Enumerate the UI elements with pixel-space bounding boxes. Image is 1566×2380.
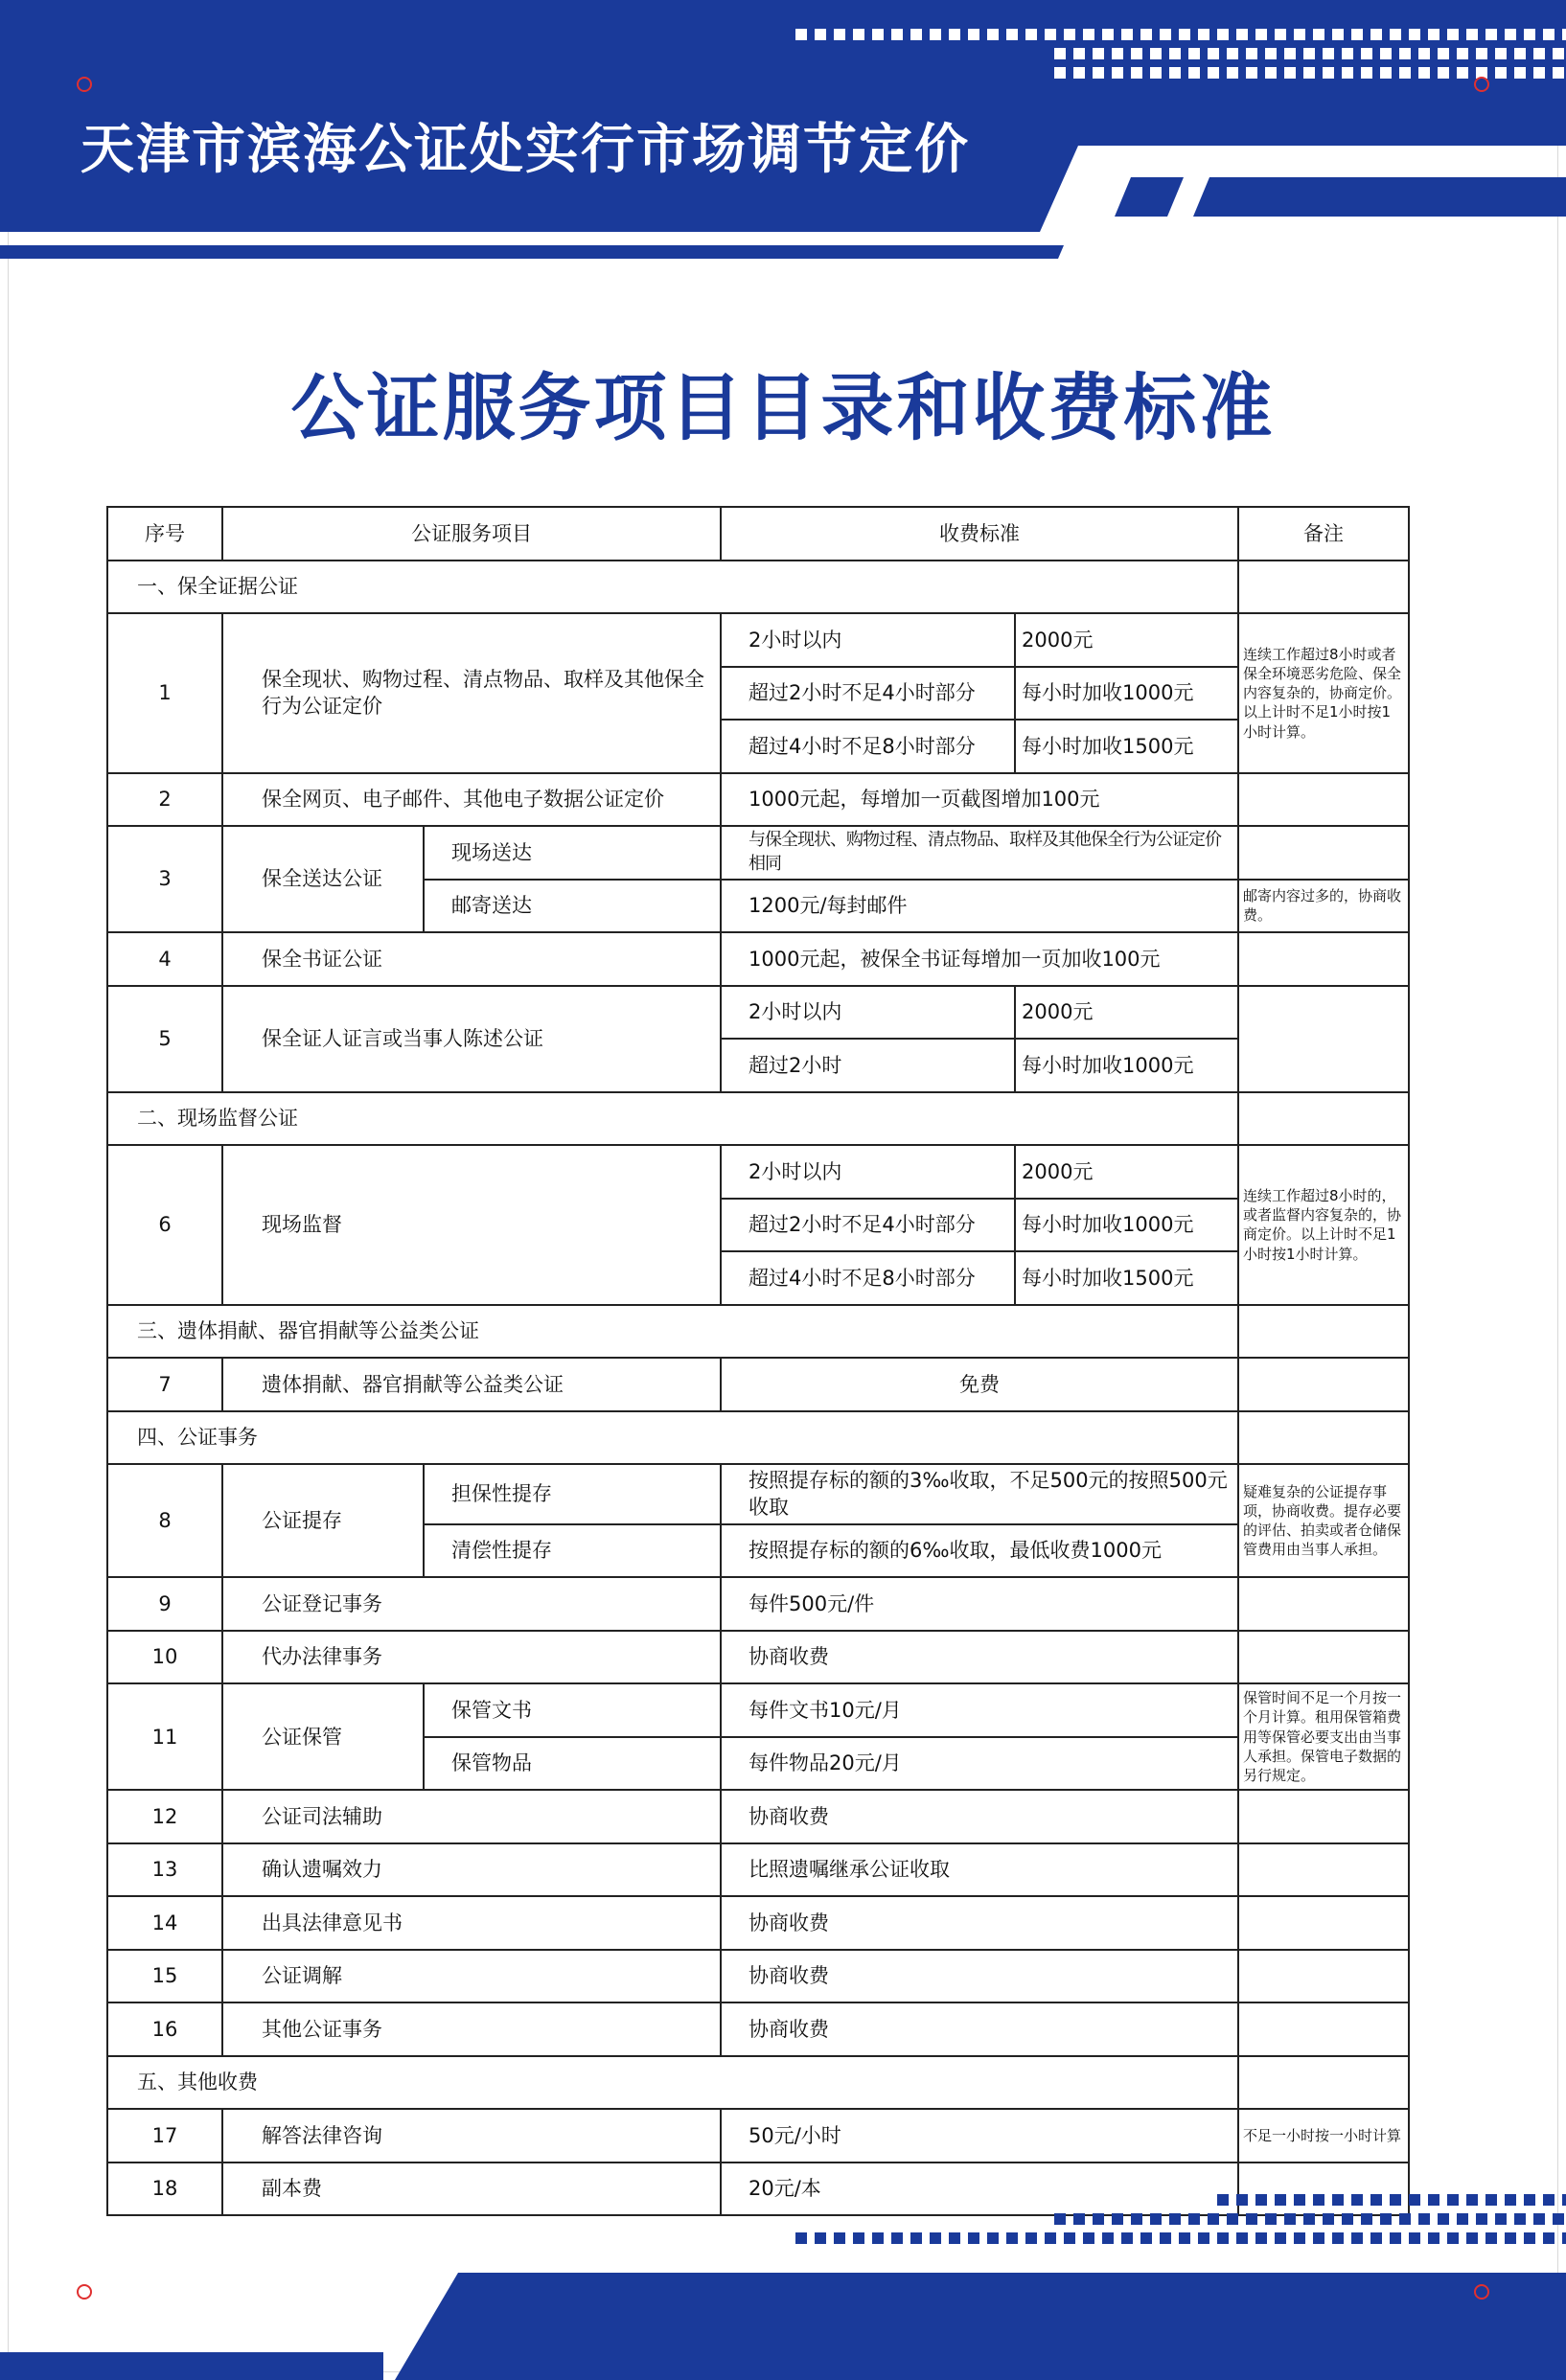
row-no: 7 bbox=[107, 1358, 222, 1411]
decor-dot bbox=[1284, 67, 1296, 79]
decor-dot bbox=[1284, 2213, 1296, 2225]
decor-dot bbox=[1169, 67, 1181, 79]
decor-dot bbox=[1390, 2232, 1401, 2244]
decor-dot bbox=[1428, 2194, 1439, 2206]
decor-dot bbox=[1246, 67, 1257, 79]
decor-dot bbox=[968, 2232, 979, 2244]
table-row bbox=[107, 1464, 1409, 1524]
decor-dot bbox=[1361, 2213, 1372, 2225]
row-time: 2小时以内 bbox=[721, 1145, 1015, 1199]
decor-dot bbox=[1485, 29, 1497, 40]
decor-dot bbox=[1409, 29, 1420, 40]
decor-dot bbox=[1543, 29, 1554, 40]
decor-dot bbox=[1323, 67, 1334, 79]
decor-dot bbox=[910, 29, 922, 40]
row-fee: 1000元起，被保全书证每增加一页加收100元 bbox=[721, 932, 1238, 986]
fee-table bbox=[106, 506, 1410, 2216]
decor-dot bbox=[949, 2232, 960, 2244]
decor-dot bbox=[1169, 48, 1181, 59]
decor-dot bbox=[1198, 29, 1209, 40]
header-item: 公证服务项目 bbox=[222, 507, 721, 561]
decor-dot bbox=[1303, 48, 1315, 59]
row-sub-item: 邮寄送达 bbox=[424, 880, 721, 933]
row-item: 公证登记事务 bbox=[222, 1577, 721, 1631]
decor-dot bbox=[1236, 2232, 1248, 2244]
decor-dot bbox=[987, 2232, 999, 2244]
row-sub-item: 担保性提存 bbox=[424, 1464, 721, 1524]
decor-dot bbox=[1006, 2232, 1018, 2244]
decor-dot bbox=[1351, 29, 1363, 40]
row-sub-item: 清偿性提存 bbox=[424, 1524, 721, 1578]
decor-dot bbox=[1160, 2232, 1171, 2244]
decor-dot bbox=[1524, 2232, 1535, 2244]
decor-dot bbox=[795, 2232, 807, 2244]
table-row bbox=[107, 773, 1409, 827]
decor-dot bbox=[1255, 2194, 1267, 2206]
decor-dot bbox=[1093, 48, 1104, 59]
decor-dot bbox=[987, 29, 999, 40]
row-item: 保全书证公证 bbox=[222, 932, 721, 986]
row-note: 不足一小时按一小时计算 bbox=[1238, 2109, 1409, 2163]
row-item: 公证司法辅助 bbox=[222, 1790, 721, 1843]
decor-dot bbox=[1524, 29, 1535, 40]
decor-dot bbox=[1370, 2194, 1382, 2206]
table-row bbox=[107, 1950, 1409, 2003]
row-item: 公证保管 bbox=[222, 1683, 424, 1790]
decor-dot bbox=[1533, 48, 1545, 59]
decor-dot bbox=[1514, 67, 1526, 79]
decor-dot bbox=[1045, 29, 1056, 40]
decor-dot bbox=[1188, 67, 1200, 79]
decor-dot bbox=[1399, 2213, 1411, 2225]
decor-dot bbox=[1533, 67, 1545, 79]
decor-dot bbox=[1131, 2213, 1142, 2225]
decor-dot bbox=[1553, 2213, 1564, 2225]
decor-dot bbox=[1160, 29, 1171, 40]
decor-dot bbox=[1409, 2194, 1420, 2206]
decor-dot bbox=[1370, 2232, 1382, 2244]
decor-dot bbox=[1495, 2213, 1507, 2225]
row-note: 保管时间不足一个月按一个月计算。租用保管箱费用等保管必要支出由当事人承担。保管电子数据的另行规定。 bbox=[1238, 1683, 1409, 1790]
decor-dot bbox=[1428, 29, 1439, 40]
row-fee: 每小时加收1500元 bbox=[1015, 1251, 1238, 1305]
decor-dot bbox=[1208, 67, 1219, 79]
table-row bbox=[107, 826, 1409, 880]
row-time: 2小时以内 bbox=[721, 986, 1015, 1040]
row-fee: 50元/小时 bbox=[721, 2109, 1238, 2163]
row-item: 解答法律咨询 bbox=[222, 2109, 721, 2163]
row-no: 5 bbox=[107, 986, 222, 1092]
row-fee: 每件文书10元/月 bbox=[721, 1683, 1238, 1737]
section-row bbox=[107, 2056, 1409, 2110]
decor-dot bbox=[1025, 29, 1037, 40]
section-title: 一、保全证据公证 bbox=[107, 561, 1238, 614]
row-item: 保全现状、购物过程、清点物品、取样及其他保全行为公证定价 bbox=[222, 613, 721, 773]
header-note: 备注 bbox=[1238, 507, 1409, 561]
decor-dot bbox=[1514, 48, 1526, 59]
decor-dot bbox=[1303, 2213, 1315, 2225]
decor-dot bbox=[1505, 29, 1516, 40]
decor-dot bbox=[1313, 2194, 1324, 2206]
row-fee: 比照遗嘱继承公证收取 bbox=[721, 1843, 1238, 1897]
table-row bbox=[107, 1631, 1409, 1684]
decor-dot bbox=[1083, 2232, 1094, 2244]
row-fee: 每小时加收1000元 bbox=[1015, 1199, 1238, 1252]
decor-dot bbox=[1342, 67, 1353, 79]
section-title: 三、遗体捐献、器官捐献等公益类公证 bbox=[107, 1305, 1238, 1359]
row-no: 13 bbox=[107, 1843, 222, 1897]
decor-dot bbox=[1112, 2213, 1123, 2225]
row-item: 保全送达公证 bbox=[222, 826, 424, 932]
decor-dot bbox=[949, 29, 960, 40]
decor-dot bbox=[1179, 29, 1190, 40]
decor-dot bbox=[1390, 2194, 1401, 2206]
row-sub-item: 保管物品 bbox=[424, 1737, 721, 1791]
decor-dot bbox=[1131, 67, 1142, 79]
decor-dot bbox=[1418, 67, 1430, 79]
decor-dot bbox=[1025, 2232, 1037, 2244]
row-fee: 协商收费 bbox=[721, 1790, 1238, 1843]
row-fee: 按照提存标的额的3‰收取，不足500元的按照500元收取 bbox=[721, 1464, 1238, 1524]
decor-dot bbox=[1476, 2213, 1487, 2225]
row-fee: 每件物品20元/月 bbox=[721, 1737, 1238, 1791]
table-row bbox=[107, 1683, 1409, 1737]
section-row bbox=[107, 1092, 1409, 1146]
row-item: 确认遗嘱效力 bbox=[222, 1843, 721, 1897]
decor-dot bbox=[1332, 2232, 1344, 2244]
decor-dot bbox=[1409, 2232, 1420, 2244]
decor-dot bbox=[1217, 29, 1229, 40]
decor-dot bbox=[1332, 2194, 1344, 2206]
decor-dot bbox=[1102, 2232, 1114, 2244]
row-item: 公证提存 bbox=[222, 1464, 424, 1577]
row-item: 代办法律事务 bbox=[222, 1631, 721, 1684]
decor-dot bbox=[815, 29, 826, 40]
table-row bbox=[107, 613, 1409, 667]
row-fee: 2000元 bbox=[1015, 1145, 1238, 1199]
decor-dot bbox=[1418, 48, 1430, 59]
decor-dot bbox=[1466, 2232, 1478, 2244]
row-no: 18 bbox=[107, 2163, 222, 2216]
decor-dot bbox=[853, 29, 864, 40]
decor-dot bbox=[1064, 29, 1075, 40]
decor-dot bbox=[1332, 29, 1344, 40]
row-fee: 2000元 bbox=[1015, 986, 1238, 1040]
decor-dot bbox=[1246, 2213, 1257, 2225]
decor-dot bbox=[1284, 48, 1296, 59]
decor-dot bbox=[1265, 67, 1277, 79]
decor-dot bbox=[1562, 2232, 1566, 2244]
decor-dot bbox=[1323, 48, 1334, 59]
decor-dot bbox=[1438, 2213, 1449, 2225]
decor-dot bbox=[1188, 48, 1200, 59]
row-no: 17 bbox=[107, 2109, 222, 2163]
decor-dot bbox=[968, 29, 979, 40]
decor-dot bbox=[1121, 29, 1133, 40]
decor-dot bbox=[1073, 67, 1085, 79]
row-item: 出具法律意见书 bbox=[222, 1896, 721, 1950]
decor-dot bbox=[1054, 67, 1066, 79]
row-no: 1 bbox=[107, 613, 222, 773]
table-row bbox=[107, 1577, 1409, 1631]
decor-dot bbox=[1524, 2194, 1535, 2206]
decor-dot bbox=[1150, 48, 1162, 59]
row-note: 连续工作超过8小时的，或者监督内容复杂的，协商定价。以上计时不足1小时按1小时计算。 bbox=[1238, 1145, 1409, 1305]
row-note: 疑难复杂的公证提存事项，协商收费。提存必要的评估、拍卖或者仓储保管费用由当事人承担。 bbox=[1238, 1464, 1409, 1577]
decor-dot bbox=[1390, 29, 1401, 40]
decor-dot bbox=[930, 2232, 941, 2244]
row-fee: 与保全现状、购物过程、清点物品、取样及其他保全行为公证定价相同 bbox=[721, 826, 1238, 880]
row-item: 保全网页、电子邮件、其他电子数据公证定价 bbox=[222, 773, 721, 827]
decor-dot bbox=[910, 2232, 922, 2244]
decor-dot bbox=[1169, 2213, 1181, 2225]
row-fee: 20元/本 bbox=[721, 2163, 1238, 2216]
row-no: 14 bbox=[107, 1896, 222, 1950]
decor-dot bbox=[1543, 2194, 1554, 2206]
decor-dot bbox=[1179, 2232, 1190, 2244]
row-item: 公证调解 bbox=[222, 1950, 721, 2003]
decor-dot bbox=[1275, 2194, 1286, 2206]
decor-dot bbox=[1303, 67, 1315, 79]
decor-dot bbox=[1505, 2232, 1516, 2244]
decor-dot bbox=[1198, 2232, 1209, 2244]
row-no: 3 bbox=[107, 826, 222, 932]
decor-dot bbox=[1342, 48, 1353, 59]
decor-dot bbox=[872, 29, 884, 40]
decor-dot bbox=[1217, 2232, 1229, 2244]
decor-dot bbox=[1208, 2213, 1219, 2225]
row-time: 超过4小时不足8小时部分 bbox=[721, 1251, 1015, 1305]
row-no: 6 bbox=[107, 1145, 222, 1305]
table-row bbox=[107, 986, 1409, 1040]
decor-dot bbox=[1255, 2232, 1267, 2244]
decor-dot bbox=[1361, 48, 1372, 59]
section-row bbox=[107, 1411, 1409, 1465]
row-fee: 协商收费 bbox=[721, 1950, 1238, 2003]
table-row bbox=[107, 1790, 1409, 1843]
decor-dot bbox=[1457, 2213, 1468, 2225]
decor-dot bbox=[1150, 2213, 1162, 2225]
footer-banner bbox=[0, 2165, 1566, 2380]
decor-dot bbox=[1438, 48, 1449, 59]
row-no: 9 bbox=[107, 1577, 222, 1631]
table-row bbox=[107, 1145, 1409, 1199]
decor-dot bbox=[1485, 2194, 1497, 2206]
row-no: 10 bbox=[107, 1631, 222, 1684]
row-no: 8 bbox=[107, 1464, 222, 1577]
decor-dot bbox=[1275, 2232, 1286, 2244]
header-fee: 收费标准 bbox=[721, 507, 1238, 561]
decor-dot bbox=[1476, 48, 1487, 59]
row-no: 11 bbox=[107, 1683, 222, 1790]
decor-dot bbox=[1140, 29, 1152, 40]
decor-dot bbox=[1236, 2194, 1248, 2206]
decor-dot bbox=[1313, 29, 1324, 40]
decor-dot bbox=[1495, 67, 1507, 79]
decor-dot bbox=[1380, 67, 1392, 79]
row-no: 4 bbox=[107, 932, 222, 986]
decor-dot bbox=[1438, 67, 1449, 79]
decor-dot bbox=[1236, 29, 1248, 40]
row-fee: 每小时加收1000元 bbox=[1015, 1039, 1238, 1092]
decor-dot bbox=[1553, 67, 1564, 79]
decor-dot bbox=[1064, 2232, 1075, 2244]
decor-dot bbox=[1227, 2213, 1238, 2225]
row-fee: 每小时加收1000元 bbox=[1015, 667, 1238, 721]
table-row bbox=[107, 1896, 1409, 1950]
decor-dot bbox=[1265, 48, 1277, 59]
section-row bbox=[107, 1305, 1409, 1359]
decor-dot bbox=[1294, 29, 1305, 40]
decor-dot bbox=[1370, 29, 1382, 40]
decor-dot bbox=[872, 2232, 884, 2244]
row-no: 16 bbox=[107, 2002, 222, 2056]
decor-dot bbox=[891, 2232, 903, 2244]
decor-dot bbox=[1485, 2232, 1497, 2244]
table-row bbox=[107, 932, 1409, 986]
row-no: 12 bbox=[107, 1790, 222, 1843]
decor-dot bbox=[1351, 2232, 1363, 2244]
decor-dot bbox=[1112, 48, 1123, 59]
decor-dot bbox=[1102, 29, 1114, 40]
decor-dot bbox=[1380, 48, 1392, 59]
decor-dot bbox=[1313, 2232, 1324, 2244]
decor-dot bbox=[1351, 2194, 1363, 2206]
decor-dot bbox=[1447, 2232, 1459, 2244]
decor-dot bbox=[1533, 2213, 1545, 2225]
decor-dot bbox=[1553, 48, 1564, 59]
decor-dot bbox=[834, 2232, 845, 2244]
row-time: 超过2小时不足4小时部分 bbox=[721, 1199, 1015, 1252]
row-note: 邮寄内容过多的，协商收费。 bbox=[1238, 880, 1409, 933]
decor-dot bbox=[1255, 29, 1267, 40]
decor-dot bbox=[1217, 2194, 1229, 2206]
decor-dot bbox=[1227, 67, 1238, 79]
row-item: 其他公证事务 bbox=[222, 2002, 721, 2056]
row-fee: 协商收费 bbox=[721, 1896, 1238, 1950]
row-fee: 每件500元/件 bbox=[721, 1577, 1238, 1631]
row-fee: 1200元/每封邮件 bbox=[721, 880, 1238, 933]
decor-dot bbox=[1083, 29, 1094, 40]
row-fee: 协商收费 bbox=[721, 2002, 1238, 2056]
row-time: 2小时以内 bbox=[721, 613, 1015, 667]
row-time: 超过2小时 bbox=[721, 1039, 1015, 1092]
table-header-row bbox=[107, 507, 1409, 561]
row-item: 遗体捐献、器官捐献等公益类公证 bbox=[222, 1358, 721, 1411]
row-time: 超过4小时不足8小时部分 bbox=[721, 720, 1015, 773]
section-row bbox=[107, 561, 1409, 614]
decor-dot bbox=[1447, 29, 1459, 40]
decor-dot bbox=[1447, 2194, 1459, 2206]
decor-dot bbox=[1294, 2194, 1305, 2206]
decor-dot bbox=[1227, 48, 1238, 59]
decor-dot bbox=[1466, 29, 1478, 40]
decor-dot bbox=[1054, 48, 1066, 59]
decor-dot bbox=[1140, 2232, 1152, 2244]
row-sub-item: 保管文书 bbox=[424, 1683, 721, 1737]
row-fee: 每小时加收1500元 bbox=[1015, 720, 1238, 773]
decor-dot bbox=[834, 29, 845, 40]
decor-dot bbox=[1131, 48, 1142, 59]
decor-dot bbox=[1457, 48, 1468, 59]
row-item: 现场监督 bbox=[222, 1145, 721, 1305]
page-title: 公证服务项目目录和收费标准 bbox=[290, 365, 1276, 450]
decor-dot bbox=[1505, 2194, 1516, 2206]
decor-dot bbox=[1150, 67, 1162, 79]
decor-dot bbox=[1054, 2213, 1066, 2225]
decor-dot bbox=[1543, 2232, 1554, 2244]
row-item: 副本费 bbox=[222, 2163, 721, 2216]
decor-dot bbox=[1093, 2213, 1104, 2225]
decor-dot bbox=[1361, 67, 1372, 79]
header-no: 序号 bbox=[107, 507, 222, 561]
decor-dot bbox=[1121, 2232, 1133, 2244]
decor-dot bbox=[1294, 2232, 1305, 2244]
row-fee: 协商收费 bbox=[721, 1631, 1238, 1684]
decor-dot bbox=[1246, 48, 1257, 59]
row-fee: 按照提存标的额的6‰收取，最低收费1000元 bbox=[721, 1524, 1238, 1578]
row-fee: 2000元 bbox=[1015, 613, 1238, 667]
table-row bbox=[107, 2109, 1409, 2163]
row-no: 15 bbox=[107, 1950, 222, 2003]
decor-dot bbox=[1562, 2194, 1566, 2206]
row-fee: 1000元起，每增加一页截图增加100元 bbox=[721, 773, 1238, 827]
row-time: 超过2小时不足4小时部分 bbox=[721, 667, 1015, 721]
decor-dot bbox=[891, 29, 903, 40]
decor-dot bbox=[1399, 67, 1411, 79]
row-note: 连续工作超过8小时或者保全环境恶劣危险、保全内容复杂的，协商定价。以上计时不足1小时按1小时计算。 bbox=[1238, 613, 1409, 773]
decor-dot bbox=[1323, 2213, 1334, 2225]
decor-dot bbox=[1380, 2213, 1392, 2225]
decor-dot bbox=[1073, 2213, 1085, 2225]
decor-dot bbox=[1466, 2194, 1478, 2206]
row-no: 2 bbox=[107, 773, 222, 827]
decor-dot bbox=[1457, 67, 1468, 79]
decor-dot bbox=[853, 2232, 864, 2244]
section-title: 五、其他收费 bbox=[107, 2056, 1238, 2110]
decor-dot bbox=[1428, 2232, 1439, 2244]
decor-dot bbox=[1045, 2232, 1056, 2244]
decor-dot bbox=[815, 2232, 826, 2244]
decor-dot bbox=[1275, 29, 1286, 40]
banner-title: 天津市滨海公证处实行市场调节定价 bbox=[81, 119, 970, 181]
section-title: 四、公证事务 bbox=[107, 1411, 1238, 1465]
decor-dot bbox=[930, 29, 941, 40]
decor-dot bbox=[1006, 29, 1018, 40]
decor-dot bbox=[1418, 2213, 1430, 2225]
decor-dot bbox=[1399, 48, 1411, 59]
decor-dot bbox=[1093, 67, 1104, 79]
table-row bbox=[107, 1843, 1409, 1897]
decor-dot bbox=[1112, 67, 1123, 79]
decor-dot bbox=[1342, 2213, 1353, 2225]
row-sub-item: 现场送达 bbox=[424, 826, 721, 880]
decor-dot bbox=[1265, 2213, 1277, 2225]
table-row bbox=[107, 2002, 1409, 2056]
decor-dot bbox=[1495, 48, 1507, 59]
section-title: 二、现场监督公证 bbox=[107, 1092, 1238, 1146]
decor-dot bbox=[1188, 2213, 1200, 2225]
decor-dot bbox=[1208, 48, 1219, 59]
decor-dot bbox=[1073, 48, 1085, 59]
table-row bbox=[107, 1358, 1409, 1411]
row-item: 保全证人证言或当事人陈述公证 bbox=[222, 986, 721, 1092]
decor-dot bbox=[1514, 2213, 1526, 2225]
decor-dot bbox=[795, 29, 807, 40]
decor-dot bbox=[1562, 29, 1566, 40]
row-fee: 免费 bbox=[721, 1358, 1238, 1411]
